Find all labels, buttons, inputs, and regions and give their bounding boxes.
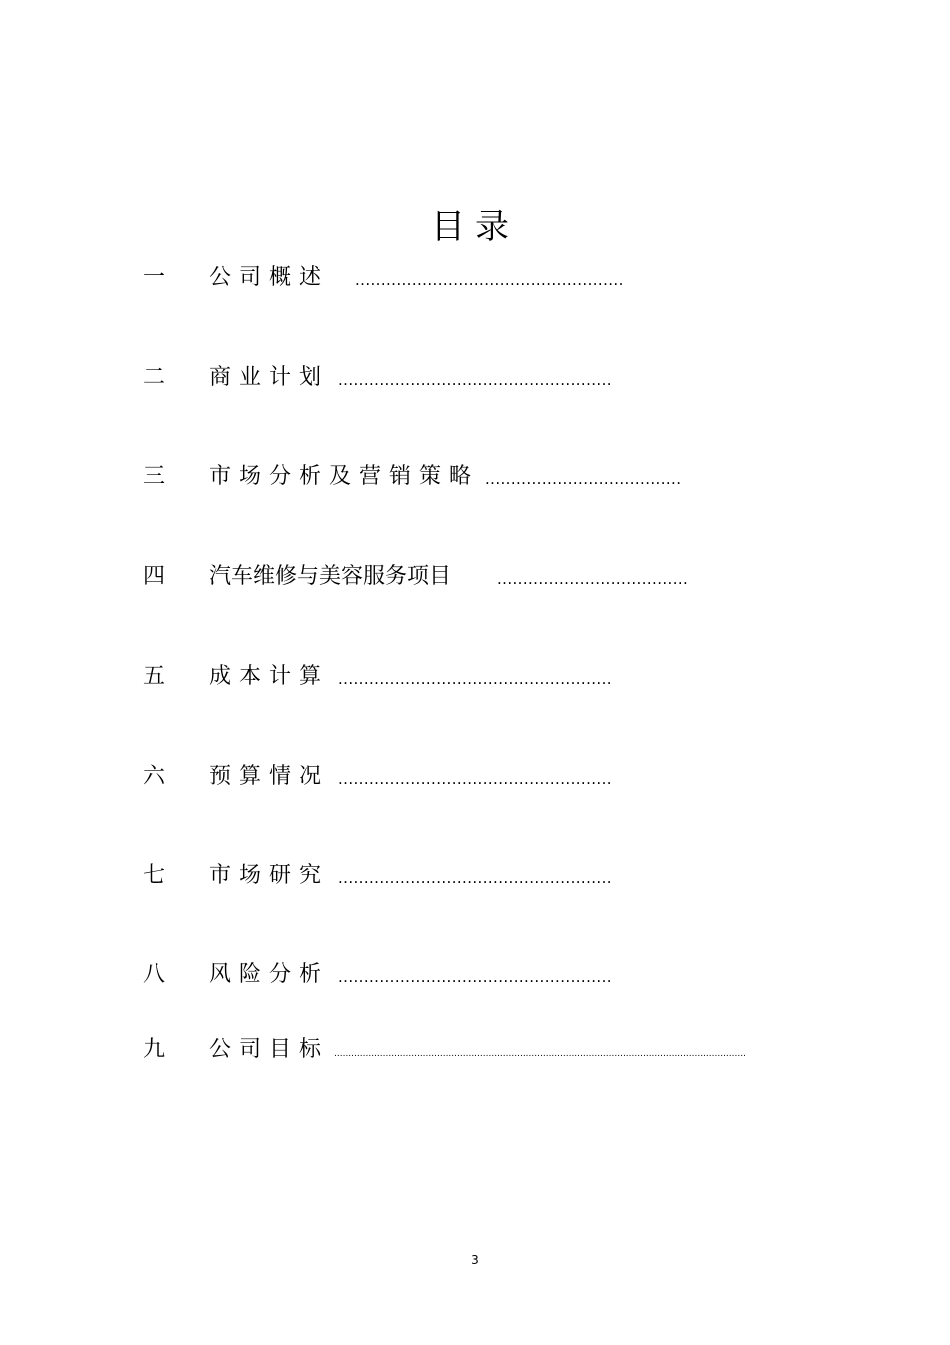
toc-leader-dots: .....................................................: [338, 968, 612, 986]
toc-entry-number: 一: [143, 265, 166, 290]
toc-leader-dots: .....................................: [497, 570, 689, 588]
toc-entry-label: 公司目标: [209, 1037, 330, 1062]
toc-entry: [0, 263, 950, 293]
toc-entry-number: 四: [143, 564, 166, 589]
toc-entry-label: 成本计算: [209, 664, 330, 689]
toc-leader-dots: .....................................................: [338, 371, 612, 389]
toc-entry-number: 九: [143, 1037, 166, 1062]
toc-entry-label: 市场分析及营销策略: [209, 464, 480, 489]
toc-entry-label: 市场研究: [209, 863, 330, 888]
toc-leader-dots: .....................................................: [338, 670, 612, 688]
page-title: 目录: [431, 207, 519, 247]
toc-leader-dots: ................................................................................................................................................: [334, 1049, 746, 1059]
toc-entry: [0, 363, 950, 393]
toc-entry-number: 七: [143, 863, 166, 888]
toc-entry: [0, 562, 950, 592]
toc-entry: [0, 762, 950, 792]
toc-entry: [0, 861, 950, 891]
toc-entry-number: 五: [143, 664, 166, 689]
toc-entry-label: 公司概述: [209, 265, 330, 290]
toc-leader-dots: ....................................................: [355, 271, 624, 289]
toc-entry-number: 八: [143, 962, 166, 987]
toc-entry-number: 六: [143, 764, 166, 789]
toc-entry: [0, 1035, 950, 1065]
toc-entry-label: 风险分析: [209, 962, 330, 987]
toc-entry-number: 二: [143, 365, 166, 390]
toc-entry-label: 预算情况: [209, 764, 330, 789]
toc-entry: [0, 462, 950, 492]
toc-entry-label: 汽车维修与美容服务项目: [209, 564, 452, 589]
toc-leader-dots: .....................................................: [338, 770, 612, 788]
toc-leader-dots: .....................................................: [338, 869, 612, 887]
toc-entry-number: 三: [143, 464, 166, 489]
toc-leader-dots: ......................................: [485, 470, 682, 488]
toc-entry-label: 商业计划: [209, 365, 330, 390]
page-number: 3: [471, 1253, 479, 1267]
toc-entry: [0, 960, 950, 990]
toc-entry: [0, 662, 950, 692]
